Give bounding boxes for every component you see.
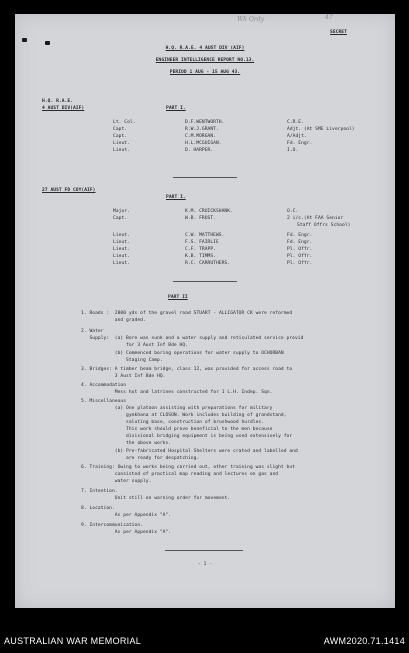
classification-mark: SECRET	[330, 30, 347, 35]
report-line: As per Appendix "A".	[81, 513, 172, 518]
report-line: Supply: (a) Bore was sunk and a water supply and reticulated service provid	[81, 336, 304, 341]
report-line: saluting base, construction of brushwood hurdles.	[81, 420, 265, 425]
report-line: 5. Miscellaneous	[81, 399, 127, 404]
archive-name: AUSTRALIAN WAR MEMORIAL	[4, 636, 142, 646]
officer-name: R.C. CARRUTHERS.	[185, 261, 231, 266]
section-heading: PART I.	[166, 106, 186, 111]
report-line: gymkhana at CLOSON. Work includes building of grandstand,	[81, 413, 287, 418]
page-number: - 1 -	[197, 562, 213, 567]
report-line: 3 Aust Inf Bde HQ.	[81, 374, 166, 379]
report-line: 8. Location.	[81, 506, 115, 511]
officer-rank: Lieut.	[113, 233, 130, 238]
officer-rank: Lieut.	[113, 148, 130, 153]
officer-name: W.B. FROST.	[185, 216, 216, 221]
section-heading: PART II	[168, 295, 188, 300]
report-line: (b) Commenced boring operations for water supply to OCHORBAN	[81, 351, 284, 356]
report-line: Unit still on warning order for movement.	[81, 496, 231, 501]
report-line: water supply.	[81, 479, 152, 484]
pin-hole	[45, 41, 50, 45]
divider	[165, 550, 243, 551]
divider	[173, 177, 237, 178]
officer-name: D. HARPER.	[185, 148, 214, 153]
report-line: Staging Camp.	[81, 358, 163, 363]
page-corner-number: 47	[325, 14, 333, 21]
officer-name: D.F.WENTWORTH.	[185, 120, 225, 125]
archive-reference: AWM2020.71.1414	[323, 636, 405, 646]
report-line: and graded.	[81, 318, 146, 323]
report-line: 4. Accommodation	[81, 383, 127, 388]
officer-role: Fd. Engr.	[287, 141, 313, 146]
report-line: for 3 Aust Inf Bde HQ.	[81, 343, 188, 348]
report-line: 6. Training: Owing to works being carried out, other training was slight but	[81, 465, 295, 470]
officer-role: Fd. Engr.	[287, 240, 313, 245]
officer-rank: Lieut.	[113, 247, 130, 252]
officer-rank: Major.	[113, 209, 130, 214]
officer-role: Staff Offrs School)	[297, 223, 351, 228]
officer-rank: Capt.	[113, 127, 128, 132]
report-line: (b) Pre-fabricated Hospital Shelters were crated and labelled and	[81, 449, 298, 454]
report-line: This work should prove beneficial to the men because	[81, 427, 273, 432]
officer-rank: Capt.	[113, 216, 128, 221]
report-line: consisted of practical map reading and lectures on gas and	[81, 472, 279, 477]
report-line: 3. Bridges: A timber beam bridge, class 12, was provided for access road to	[81, 367, 293, 372]
officer-name: C.W. MATTHEWS.	[185, 233, 225, 238]
officer-rank: Lt. Col.	[113, 120, 136, 125]
report-line: As per Appendix "A".	[81, 530, 172, 535]
officer-name: K.M. CRUICKSHANK.	[185, 209, 233, 214]
officer-role: Adjt. (At SME Liverpool)	[287, 127, 355, 132]
unit-name: 4 AUST DIV(AIF)	[42, 106, 85, 111]
report-line: Mess hut and latrines constructed for 1 L.H. Indep. Sqn.	[81, 390, 273, 395]
report-line: 2. Water	[81, 329, 104, 334]
report-body	[81, 311, 391, 571]
report-line: 7. Intention.	[81, 489, 118, 494]
officer-rank: Lieut.	[113, 261, 130, 266]
officer-role: O.C.	[287, 209, 299, 214]
officer-name: R.W.J.GRANT.	[185, 127, 219, 132]
report-line: (a) One platoon assisting with preparations for military	[81, 406, 273, 411]
section-heading: PART I.	[166, 195, 186, 200]
officer-rank: Lieut.	[113, 254, 130, 259]
report-line: are ready for despatching.	[81, 456, 200, 461]
officer-rank: Lieut.	[113, 240, 130, 245]
officer-role: Pl. Offr.	[287, 254, 313, 259]
officer-name: H.L.MCGUIGAN.	[185, 141, 222, 146]
officer-role: Pl. Offr.	[287, 247, 313, 252]
officer-rank: Capt.	[113, 134, 128, 139]
officer-role: Pl. Offr.	[287, 261, 313, 266]
officer-name: C.F. TRAPP.	[185, 247, 216, 252]
officer-name: K.B. TIMMS.	[185, 254, 216, 259]
report-line: 9. Intercommunication.	[81, 523, 143, 528]
pin-hole	[22, 38, 27, 42]
officer-name: C.M.MORGAN.	[185, 134, 216, 139]
unit-name: H.Q. R.A.E.	[42, 99, 73, 104]
report-line: 1. Roads : 2800 yds of the gravel road STUART - ALLIGATOR CK were reformed	[81, 311, 293, 316]
archive-footer	[0, 609, 409, 653]
report-line: divisional bridging equipment is being used extensively for	[81, 434, 293, 439]
officer-role: Fd. Engr.	[287, 233, 313, 238]
report-line: the above works.	[81, 441, 172, 446]
officer-role: A/Adjt.	[287, 134, 307, 139]
officer-role: 2 i/c.(At FAA Senior	[287, 216, 344, 221]
document-page	[15, 14, 395, 608]
officer-role: I.O.	[287, 148, 299, 153]
officer-role: C.R.E.	[287, 120, 304, 125]
report-title: ENGINEER INTELLIGENCE REPORT NO.13.	[155, 58, 255, 63]
header-line-1: H.Q. R.A.E. 4 AUST DIV (AIF)	[165, 46, 245, 51]
officer-name: F.S. FAIRLIE	[185, 240, 219, 245]
pencil-annotation: Wh Ordy	[237, 16, 264, 23]
officer-rank: Lieut.	[113, 141, 130, 146]
unit-name: 27 AUST FD COY(AIF)	[42, 188, 96, 193]
report-period: PERIOD 1 AUG - 15 AUG 43.	[169, 70, 241, 75]
divider	[173, 281, 237, 282]
